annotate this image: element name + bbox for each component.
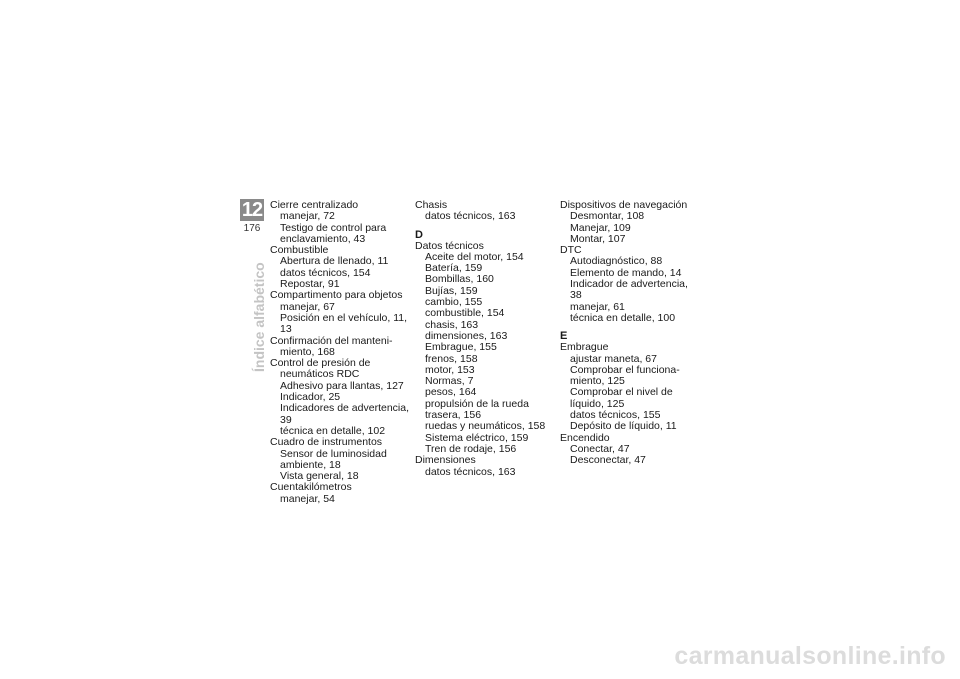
index-subentry: Batería, 159 [425, 262, 483, 275]
index-subentry: técnica en detalle, 100 [570, 311, 676, 324]
index-subentry: manejar, 67 [280, 300, 335, 313]
index-subentry: chasis, 163 [425, 318, 479, 331]
index-term: Combustible [270, 244, 329, 257]
index-column-3 [560, 200, 700, 467]
index-subentry: Adhesivo para llantas, 127 [280, 379, 404, 392]
index-subentry: Comprobar el funciona- [570, 363, 680, 376]
index-subentry: Embrague, 155 [425, 341, 497, 354]
index-subentry: Sensor de luminosidad [280, 447, 387, 460]
index-subentry: Manejar, 109 [570, 221, 631, 234]
index-subentry: datos técnicos, 163 [425, 465, 516, 478]
index-subentry: Tren de rodaje, 156 [425, 442, 517, 455]
index-subentry: Depósito de líquido, 11 [570, 420, 677, 433]
index-subentry: Indicador, 25 [280, 391, 341, 404]
index-term: Compartimento para objetos [270, 289, 403, 302]
index-subentry: Comprobar el nivel de [570, 386, 673, 399]
index-subentry: propulsión de la rueda [425, 397, 529, 410]
index-subentry: Normas, 7 [425, 375, 474, 388]
index-term: Cuadro de instrumentos [270, 436, 383, 449]
index-subentry: Indicadores de advertencia, 39 [280, 402, 409, 426]
index-subentry: combustible, 154 [425, 307, 505, 320]
index-subentry: motor, 153 [425, 363, 475, 376]
index-subentry: Elemento de mando, 14 [570, 266, 682, 279]
index-subentry: manejar, 61 [570, 300, 625, 313]
index-term: Confirmación del manteni- [270, 334, 393, 347]
index-term: Dimensiones [415, 454, 476, 467]
index-column-1 [270, 200, 410, 505]
index-subentry: Desmontar, 108 [570, 210, 645, 223]
index-term: Embrague [560, 341, 609, 354]
index-term: Chasis [415, 199, 448, 211]
index-term: Control de presión de [270, 357, 371, 370]
index-subentry: ambiente, 18 [280, 458, 341, 471]
page-number: 176 [243, 223, 261, 234]
index-subentry: técnica en detalle, 102 [280, 424, 386, 437]
index-subentry: dimensiones, 163 [425, 329, 508, 342]
chapter-number: 12 [241, 199, 263, 221]
index-subentry: Testigo de control para [280, 221, 387, 234]
index-subentry: Aceite del motor, 154 [425, 250, 524, 263]
section-title: Índice alfabético [251, 262, 267, 372]
index-term: Cierre centralizado [270, 199, 359, 211]
index-column-2 [415, 200, 555, 478]
index-term: Datos técnicos [415, 239, 484, 252]
index-subentry: Conectar, 47 [570, 442, 630, 455]
index-letter-heading: E [560, 330, 568, 343]
index-term: DTC [560, 244, 582, 257]
index-subentry: miento, 125 [570, 375, 625, 388]
index-subentry: Indicador de advertencia, 38 [570, 278, 688, 302]
index-subentry: Posición en el vehículo, 11, 13 [280, 311, 408, 336]
index-subentry: líquido, 125 [570, 397, 625, 410]
index-subentry: datos técnicos, 163 [425, 210, 516, 223]
index-term: Cuentakilómetros [270, 481, 352, 494]
index-subentry: Abertura de llenado, 11 [280, 255, 389, 268]
index-subentry: cambio, 155 [425, 296, 483, 309]
index-subentry: datos técnicos, 154 [280, 266, 371, 279]
index-subentry: Autodiagnóstico, 88 [570, 255, 663, 268]
index-subentry: enclavamiento, 43 [280, 232, 366, 245]
index-subentry: Sistema eléctrico, 159 [425, 431, 529, 444]
index-subentry: Bujías, 159 [425, 284, 478, 297]
index-subentry: Repostar, 91 [280, 278, 340, 291]
index-subentry: trasera, 156 [425, 409, 482, 422]
index-subentry: manejar, 54 [280, 492, 335, 505]
chapter-tab [240, 199, 264, 236]
index-subentry: datos técnicos, 155 [570, 409, 661, 422]
index-subentry: neumáticos RDC [280, 368, 360, 381]
index-term: Dispositivos de navegación [560, 199, 688, 211]
index-subentry: Montar, 107 [570, 232, 626, 245]
index-subentry: miento, 168 [280, 345, 335, 358]
index-subentry: frenos, 158 [425, 352, 478, 365]
index-subentry: manejar, 72 [280, 210, 335, 223]
watermark: carmanualsonline.info [674, 642, 946, 670]
index-subentry: Vista general, 18 [280, 470, 359, 483]
index-subentry: pesos, 164 [425, 386, 477, 399]
index-subentry: ajustar maneta, 67 [570, 352, 657, 365]
index-subentry: ruedas y neumáticos, 158 [425, 420, 546, 433]
index-subentry: Bombillas, 160 [425, 273, 494, 286]
index-term: Encendido [560, 431, 610, 444]
index-letter-heading: D [415, 228, 423, 241]
index-subentry: Desconectar, 47 [570, 454, 646, 467]
